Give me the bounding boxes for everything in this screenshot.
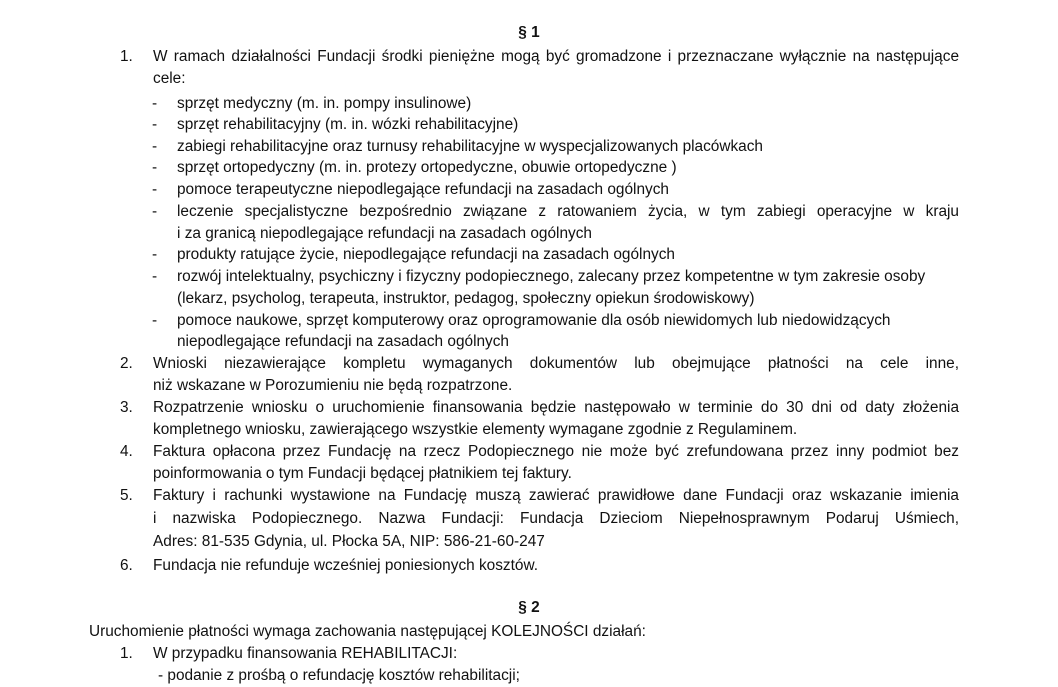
item-5-line-3: Adres: 81-535 Gdynia, ul. Płocka 5A, NIP: 586-21-60-247 (153, 533, 545, 550)
section-2-item-1-text: W przypadku finansowania REHABILITACJI: (153, 645, 458, 662)
item-6-line-1: Fundacja nie refunduje wcześniej poniesionych kosztów. (153, 557, 538, 574)
section-2-item-1-number: 1. (120, 645, 133, 662)
bullet-dash: - (152, 203, 158, 220)
bullet-text-continued: niepodlegające refundacji na zasadach ogólnych (177, 333, 509, 350)
item-4-line-1: Faktura opłacona przez Fundację na rzecz Podopiecznego nie może być zrefundowana przez inny podmiot bez (153, 443, 959, 460)
bullet-dash: - (152, 312, 158, 329)
item-2-number: 2. (120, 355, 133, 372)
section-1-heading: § 1 (518, 24, 540, 41)
item-5-line-2: i nazwiska Podopiecznego. Nazwa Fundacji: Fundacja Dzieciom Niepełnosprawnym Podaruj Uśmiech, (153, 510, 959, 527)
bullet-dash: - (152, 159, 158, 176)
item-5-number: 5. (120, 487, 133, 504)
item-2-line-2: niż wskazane w Porozumieniu nie będą rozpatrzone. (153, 377, 513, 394)
item-1-line-1: W ramach działalności Fundacji środki pieniężne mogą być gromadzone i przeznaczane wyłącznie na następujące (153, 48, 959, 65)
item-2-line-1: Wnioski niezawierające kompletu wymaganych dokumentów lub obejmujące płatności na cele inne, (153, 355, 959, 372)
bullet-dash: - (152, 116, 158, 133)
bullet-dash: - (152, 95, 158, 112)
bullet-text: pomoce terapeutyczne niepodlegające refundacji na zasadach ogólnych (177, 181, 669, 198)
section-2-partial-line: - podanie z prośbą o refundację kosztów rehabilitacji; (158, 667, 520, 684)
item-1-line-2: cele: (153, 70, 186, 87)
bullet-text: leczenie specjalistyczne bezpośrednio związane z ratowaniem życia, w tym zabiegi operacyjne w kraju (177, 203, 959, 220)
bullet-text: rozwój intelektualny, psychiczny i fizyczny podopiecznego, zalecany przez kompetentne w tym zakresie osoby (177, 268, 926, 285)
bullet-text: pomoce naukowe, sprzęt komputerowy oraz oprogramowanie dla osób niewidomych lub niedowidzących (177, 312, 891, 329)
item-4-line-2: poinformowania o tym Fundacji będącej płatnikiem tej faktury. (153, 465, 572, 482)
item-1-number: 1. (120, 48, 133, 65)
bullet-dash: - (152, 138, 158, 155)
item-3-line-1: Rozpatrzenie wniosku o uruchomienie finansowania będzie następowało w terminie do 30 dni od daty złożenia (153, 399, 959, 416)
bullet-dash: - (152, 181, 158, 198)
bullet-text: produkty ratujące życie, niepodlegające refundacji na zasadach ogólnych (177, 246, 675, 263)
section-2-heading: § 2 (518, 599, 540, 616)
item-3-number: 3. (120, 399, 133, 416)
bullet-text: zabiegi rehabilitacyjne oraz turnusy rehabilitacyjne w wyspecjalizowanych placówkach (177, 138, 763, 155)
bullet-text-continued: i za granicą niepodlegające refundacji na zasadach ogólnych (177, 225, 592, 242)
bullet-dash: - (152, 246, 158, 263)
item-4-number: 4. (120, 443, 133, 460)
item-3-line-2: kompletnego wniosku, zawierającego wszystkie elementy wymagane zgodnie z Regulaminem. (153, 421, 798, 438)
section-2-intro: Uruchomienie płatności wymaga zachowania następującej KOLEJNOŚCI działań: (89, 623, 646, 640)
bullet-text-continued: (lekarz, psycholog, terapeuta, instruktor, pedagog, społeczny opiekun środowiskowy) (177, 290, 755, 307)
bullet-text: sprzęt medyczny (m. in. pompy insulinowe) (177, 95, 472, 112)
bullet-text: sprzęt ortopedyczny (m. in. protezy ortopedyczne, obuwie ortopedyczne ) (177, 159, 677, 176)
item-5-line-1: Faktury i rachunki wystawione na Fundację muszą zawierać prawidłowe dane Fundacji oraz wskazanie imienia (153, 487, 959, 504)
bullet-dash: - (152, 268, 158, 285)
bullet-text: sprzęt rehabilitacyjny (m. in. wózki rehabilitacyjne) (177, 116, 519, 133)
item-6-number: 6. (120, 557, 133, 574)
